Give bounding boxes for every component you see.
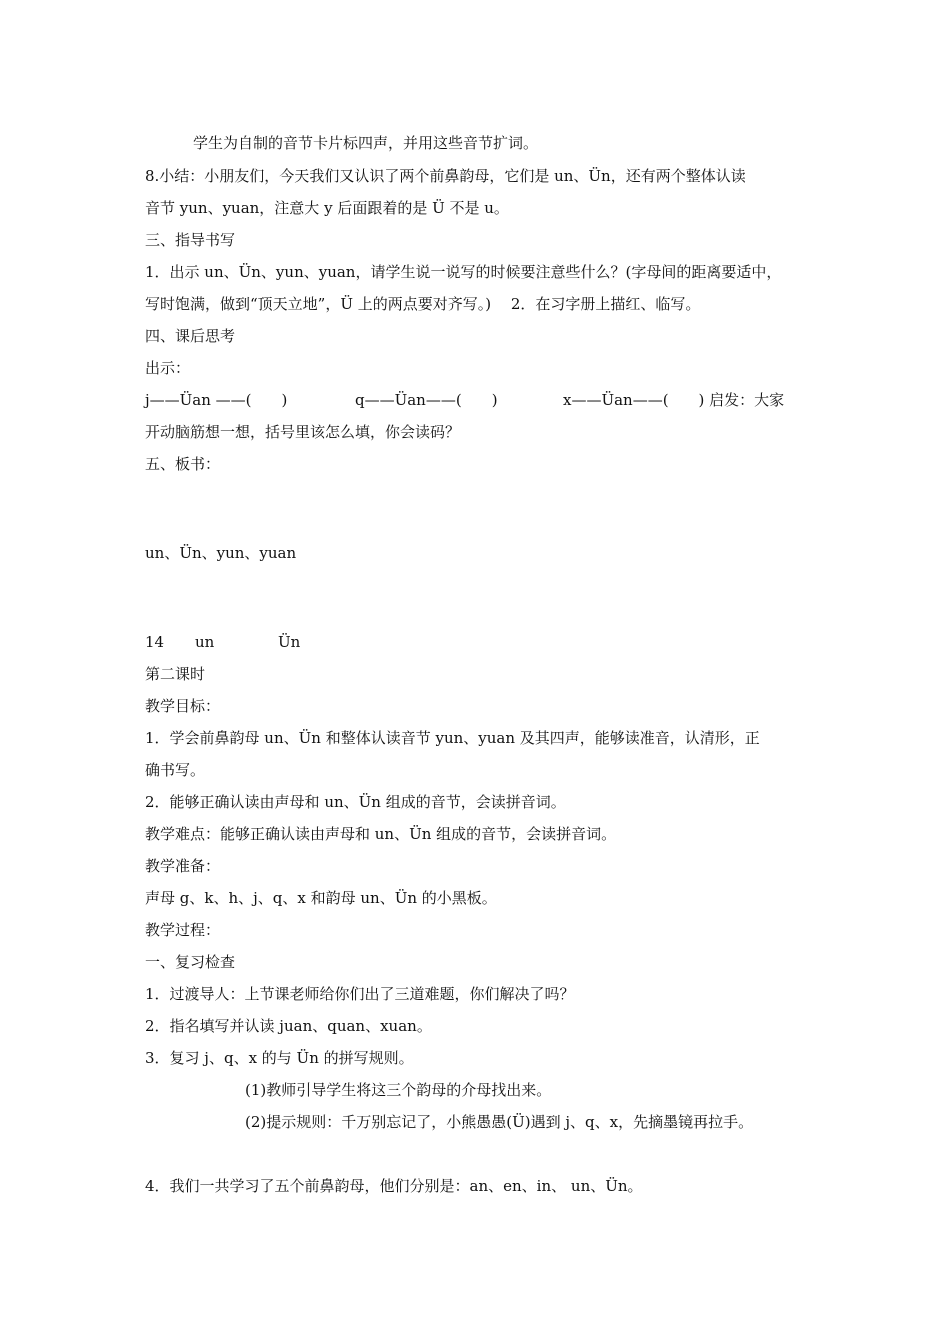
section-heading: 第二课时 <box>145 665 206 683</box>
section-heading: 五、板书： <box>145 455 221 473</box>
exercise-line <box>145 390 825 410</box>
section-heading: 四、课后思考 <box>145 327 236 345</box>
text-line: 4．我们一共学习了五个前鼻韵母，他们分别是：an、en、in、 un、Ün。 <box>145 1177 643 1195</box>
text-line: 声母 g、k、h、j、q、x 和韵母 un、Ün 的小黑板。 <box>145 889 497 907</box>
text-line: 确书写。 <box>145 761 206 779</box>
text-line: 教学目标： <box>145 697 221 715</box>
exercise-x: x——Üan——( ) 启发：大家 <box>563 391 785 409</box>
text-line: 1．出示 un、Ün、yun、yuan，请学生说一说写的时候要注意些什么？(字母间的距离要适中， <box>145 263 782 281</box>
lesson-number: 14 <box>145 633 165 651</box>
text-line: 开动脑筋想一想，括号里该怎么填，你会读码？ <box>145 423 461 441</box>
text-line: 1．过渡导人：上节课老师给你们出了三道难题，你们解决了吗？ <box>145 985 575 1003</box>
text-line: 出示： <box>145 359 191 377</box>
text-line: 教学难点：能够正确认读由声母和 un、Ün 组成的音节，会读拼音词。 <box>145 825 617 843</box>
board-text: un、Ün、yun、yuan <box>145 544 297 562</box>
exercise-q: q——Üan——( ) <box>355 391 498 409</box>
text-line: 音节 yun、yuan，注意大 y 后面跟着的是 Ü 不是 u。 <box>145 199 509 217</box>
text-line: 教学准备： <box>145 857 221 875</box>
text-line: (2)提示规则：千万别忘记了，小熊愚愚(Ü)遇到 j、q、x，先摘墨镜再拉手。 <box>245 1113 754 1131</box>
text-line: 教学过程： <box>145 921 221 939</box>
section-heading: 三、指导书写 <box>145 231 236 249</box>
text-line: 3．复习 j、q、x 的与 Ün 的拼写规则。 <box>145 1049 414 1067</box>
lesson-title-un: un <box>195 633 215 651</box>
text-line: 8.小结：小朋友们，今天我们又认识了两个前鼻韵母，它们是 un、Ün，还有两个整体认读 <box>145 167 746 185</box>
text-line: 2．能够正确认读由声母和 un、Ün 组成的音节，会读拼音词。 <box>145 793 566 811</box>
section-heading: 一、复习检查 <box>145 953 236 971</box>
text-line: (1)教师引导学生将这三个韵母的介母找出来。 <box>245 1081 552 1099</box>
lesson-title-vn: Ün <box>278 633 301 651</box>
text-line: 2．指名填写并认读 juan、quan、xuan。 <box>145 1017 432 1035</box>
text-line: 写时饱满，做到“顶天立地”，Ü 上的两点要对齐写。) 2．在习字册上描红、临写。 <box>145 295 701 313</box>
lesson-title-line <box>145 632 825 652</box>
text-line: 1．学会前鼻韵母 un、Ün 和整体认读音节 yun、yuan 及其四声，能够读准音，认清形，正 <box>145 729 760 747</box>
exercise-j: j——Üan ——( ) <box>145 391 288 409</box>
text-line: 学生为自制的音节卡片标四声，并用这些音节扩词。 <box>193 134 539 152</box>
